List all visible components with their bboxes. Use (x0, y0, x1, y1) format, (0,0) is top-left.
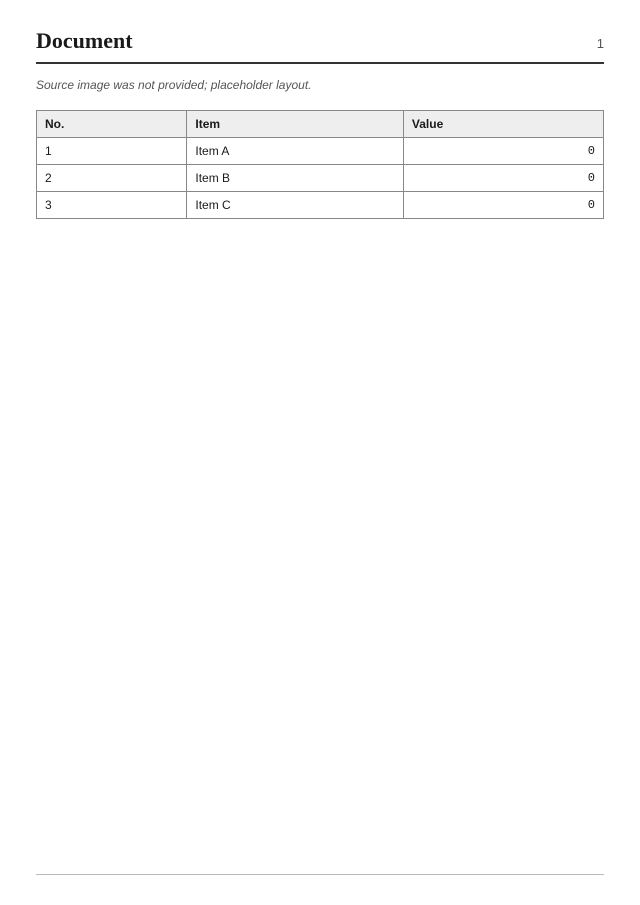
table-row (37, 192, 604, 219)
column-header: Value (403, 111, 603, 138)
column-header: Item (187, 111, 404, 138)
table-cell: 2 (37, 165, 187, 192)
table-header-row (37, 111, 604, 138)
table-cell: 0 (403, 192, 603, 219)
placeholder-note: Source image was not provided; placeholder layout. (36, 78, 312, 92)
table-cell: 3 (37, 192, 187, 219)
table-row (37, 138, 604, 165)
table-cell: Item B (187, 165, 404, 192)
table-cell: 0 (403, 138, 603, 165)
page-number: 1 (596, 36, 604, 51)
table-row (37, 165, 604, 192)
table-cell: 1 (37, 138, 187, 165)
table-cell: Item C (187, 192, 404, 219)
table-cell: 0 (403, 165, 603, 192)
document-footer (36, 874, 604, 881)
document-title: Document (36, 28, 133, 53)
column-header: No. (37, 111, 187, 138)
table-cell: Item A (187, 138, 404, 165)
data-table (36, 110, 604, 219)
document-header (36, 28, 604, 64)
